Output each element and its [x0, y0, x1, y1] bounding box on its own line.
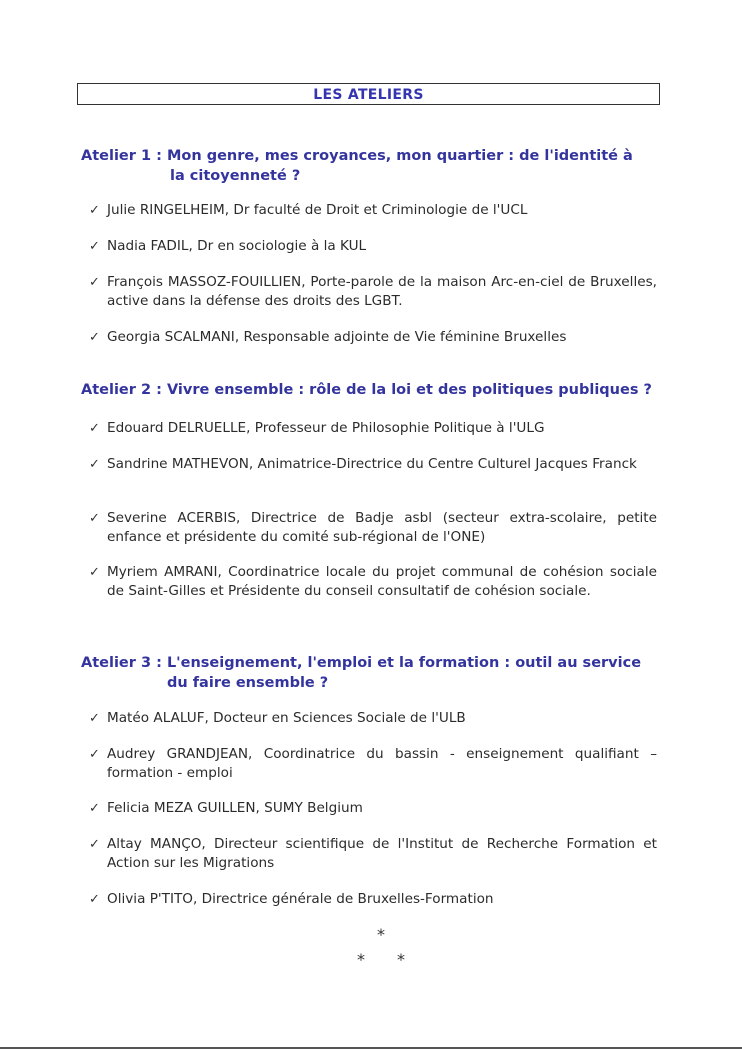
section-title: LES ATELIERS [313, 87, 424, 103]
atelier-3-heading [81, 653, 661, 693]
section-title-box [77, 83, 660, 105]
list-item: ✓ Nadia FADIL, Dr en sociologie à la KUL [89, 238, 367, 254]
checkmark-icon: ✓ [89, 421, 100, 436]
checkmark-icon: ✓ [89, 892, 100, 907]
atelier-3-title-line2: du faire ensemble ? [167, 675, 329, 691]
list-item: ✓ Sandrine MATHEVON, Animatrice-Directrice du Centre Culturel Jacques Franck [89, 456, 637, 472]
atelier-1-title-line2: la citoyenneté ? [170, 168, 301, 184]
list-item: ✓ Matéo ALALUF, Docteur en Sciences Sociale de l'ULB [89, 710, 466, 726]
list-item: ✓ Georgia SCALMANI, Responsable adjointe de Vie féminine Bruxelles [89, 329, 567, 345]
list-item: ✓ Felicia MEZA GUILLEN, SUMY Belgium [89, 800, 363, 816]
checkmark-icon: ✓ [89, 711, 100, 726]
checkmark-icon: ✓ [89, 565, 100, 580]
asterisk-bottom-left: * [357, 950, 365, 969]
list-item: ✓ François MASSOZ-FOUILLIEN, Porte-parole de la maison Arc-en-ciel de Bruxelles, active dans la défense des droits des LGBT. [89, 274, 657, 309]
checkmark-icon: ✓ [89, 457, 100, 472]
atelier-1-title-line1: Atelier 1 : Mon genre, mes croyances, mon quartier : de l'identité à [81, 148, 633, 164]
list-item: ✓ Severine ACERBIS, Directrice de Badje asbl (secteur extra-scolaire, petite enfance et présidente du comité sub-régional de l'ONE) [89, 510, 657, 545]
atelier-2-heading [81, 380, 661, 400]
atelier-3-title-line1: Atelier 3 : L'enseignement, l'emploi et la formation : outil au service [81, 655, 642, 671]
list-item: ✓ Altay MANÇO, Directeur scientifique de l'Institut de Recherche Formation et Action sur les Migrations [89, 836, 657, 871]
checkmark-icon: ✓ [89, 239, 100, 254]
asterisk-bottom-right: * [397, 950, 405, 969]
asterisk-top: * [377, 925, 385, 944]
checkmark-icon: ✓ [89, 837, 100, 852]
checkmark-icon: ✓ [89, 747, 100, 762]
list-item: ✓ Julie RINGELHEIM, Dr faculté de Droit et Criminologie de l'UCL [89, 202, 528, 218]
atelier-2-title-line1: Atelier 2 : Vivre ensemble : rôle de la loi et des politiques publiques ? [81, 382, 652, 398]
list-item: ✓ Olivia P'TITO, Directrice générale de Bruxelles-Formation [89, 891, 494, 907]
checkmark-icon: ✓ [89, 203, 100, 218]
checkmark-icon: ✓ [89, 275, 100, 290]
page-bottom-border [0, 1047, 742, 1049]
checkmark-icon: ✓ [89, 511, 100, 526]
checkmark-icon: ✓ [89, 330, 100, 345]
checkmark-icon: ✓ [89, 801, 100, 816]
list-item: ✓ Myriem AMRANI, Coordinatrice locale du projet communal de cohésion sociale de Saint-Gilles et Présidente du conseil consultatif de cohésion sociale. [89, 564, 657, 599]
list-item: ✓ Edouard DELRUELLE, Professeur de Philosophie Politique à l'ULG [89, 420, 545, 436]
atelier-1-heading [81, 146, 661, 186]
list-item: ✓ Audrey GRANDJEAN, Coordinatrice du bassin - enseignement qualifiant – formation - emploi [89, 746, 657, 781]
